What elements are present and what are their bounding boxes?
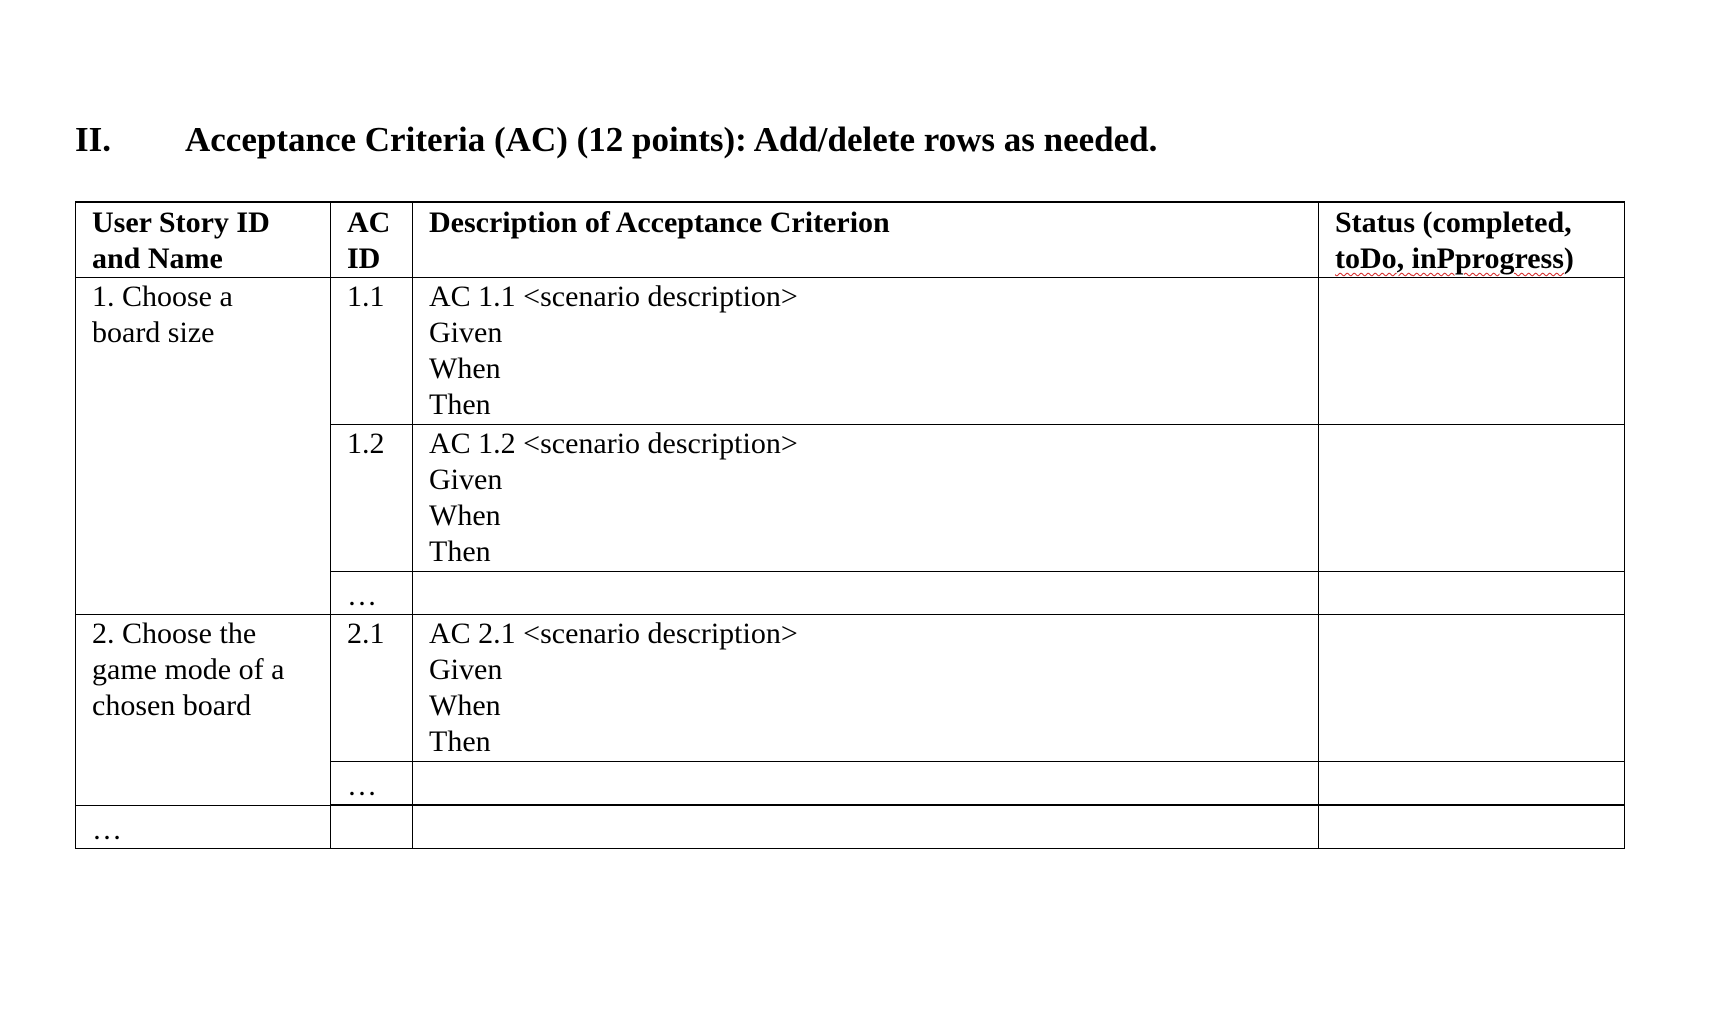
ac-description-cell[interactable] (413, 572, 1319, 615)
user-story-ellipsis[interactable]: … (76, 805, 331, 848)
status-cell[interactable] (1319, 572, 1625, 615)
section-title: Acceptance Criteria (AC) (12 points): Add/delete rows as needed. (185, 120, 1158, 159)
ac-id-cell[interactable]: 1.2 (331, 425, 413, 572)
table-row (76, 805, 1625, 848)
status-cell[interactable] (1319, 805, 1625, 848)
user-story-cell[interactable]: 2. Choose the game mode of a chosen board (76, 615, 331, 806)
header-user-story: User Story ID and Name (76, 202, 331, 278)
ac-id-ellipsis[interactable]: … (331, 572, 413, 615)
header-ac-id: AC ID (331, 202, 413, 278)
header-description: Description of Acceptance Criterion (413, 202, 1319, 278)
misspelled-word: inPprogress (1411, 242, 1564, 275)
ac-id-cell[interactable] (331, 805, 413, 848)
ac-description-cell[interactable]: AC 1.1 <scenario description> Given When Then (413, 278, 1319, 425)
ac-description-cell[interactable]: AC 1.2 <scenario description> Given When Then (413, 425, 1319, 572)
table-row (76, 278, 1625, 425)
ac-description-cell[interactable] (413, 762, 1319, 806)
user-story-cell[interactable]: 1. Choose a board size (76, 278, 331, 615)
status-cell[interactable] (1319, 425, 1625, 572)
status-cell[interactable] (1319, 615, 1625, 762)
table-row (76, 615, 1625, 762)
acceptance-criteria-table (75, 201, 1625, 849)
table-header-row (76, 202, 1625, 278)
ac-description-cell[interactable] (413, 805, 1319, 848)
ac-id-ellipsis[interactable]: … (331, 762, 413, 806)
header-status: Status (completed, toDo, inPprogress) (1319, 202, 1625, 278)
section-heading (75, 116, 1157, 164)
ac-id-cell[interactable]: 2.1 (331, 615, 413, 762)
status-cell[interactable] (1319, 762, 1625, 806)
misspelled-word: toDo (1335, 242, 1397, 275)
ac-id-cell[interactable]: 1.1 (331, 278, 413, 425)
ac-description-cell[interactable]: AC 2.1 <scenario description> Given When Then (413, 615, 1319, 762)
status-cell[interactable] (1319, 278, 1625, 425)
section-number: II. (75, 120, 111, 159)
